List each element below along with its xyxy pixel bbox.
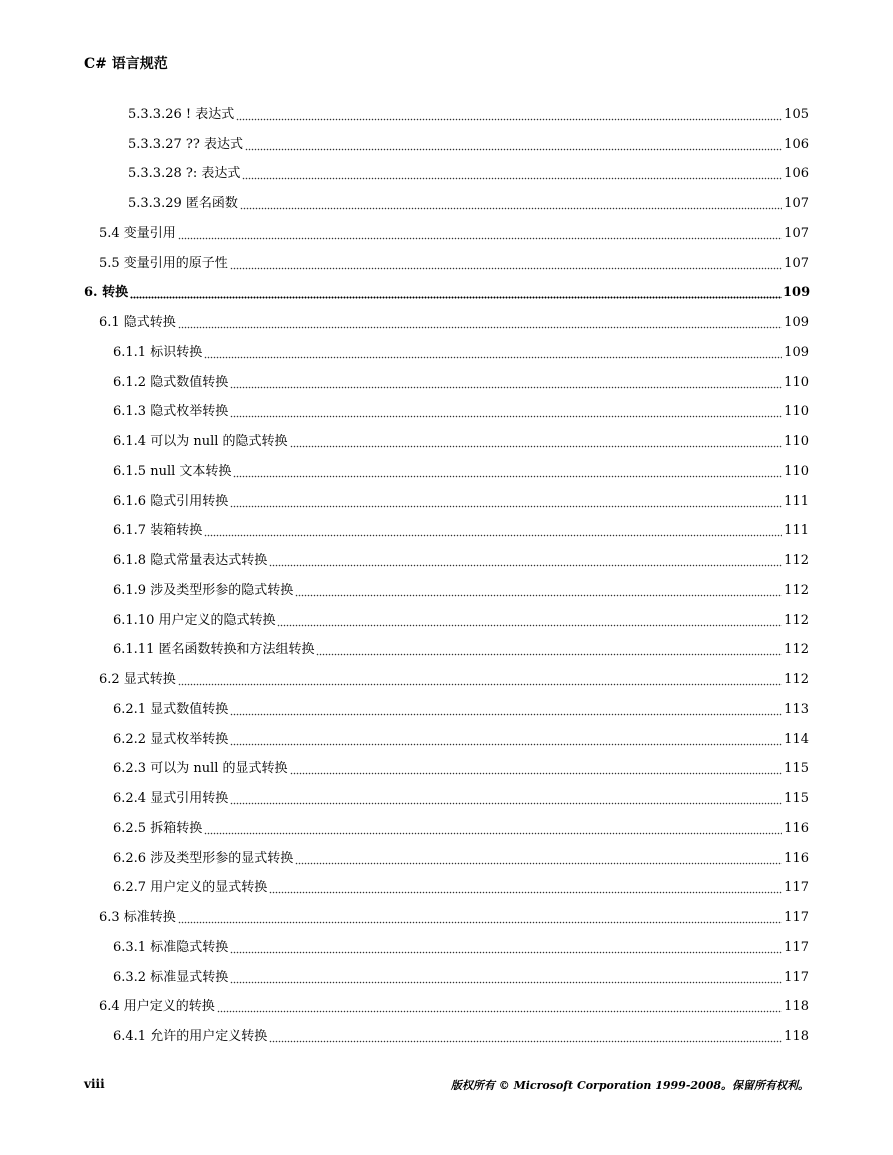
toc-entry[interactable] (0, 517, 893, 547)
toc-dot-leader (178, 912, 782, 924)
toc-entry-page-number: 117 (784, 880, 809, 896)
toc-entry-label: 6.2.5 拆箱转换 (113, 820, 203, 836)
toc-entry-page-number: 109 (783, 285, 811, 301)
toc-entry-label: 6.3.1 标准隐式转换 (113, 939, 229, 955)
toc-entry[interactable] (0, 725, 893, 755)
toc-entry[interactable] (0, 755, 893, 785)
toc-entry-page-number: 112 (784, 612, 809, 628)
toc-entry-page-number: 106 (784, 166, 809, 182)
toc-entry-label: 6.2.7 用户定义的显式转换 (113, 880, 268, 896)
toc-entry[interactable] (0, 546, 893, 576)
toc-dot-leader (230, 704, 782, 716)
toc-dot-leader (295, 585, 782, 597)
toc-entry[interactable] (0, 695, 893, 725)
toc-entry-label: 6.4.1 允许的用户定义转换 (113, 1029, 268, 1045)
toc-entry-label: 6.1 隐式转换 (99, 315, 176, 331)
toc-entry-page-number: 109 (784, 344, 809, 360)
toc-entry[interactable] (0, 398, 893, 428)
toc-entry-label: 5.3.3.29 匿名函数 (128, 196, 238, 212)
table-of-contents (0, 100, 893, 1052)
toc-entry-label: 6.1.3 隐式枚举转换 (113, 404, 229, 420)
toc-dot-leader (242, 168, 782, 180)
toc-entry[interactable] (0, 100, 893, 130)
copyright-notice: 版权所有 © Microsoft Corporation 1999-2008。保留所有权利。 (450, 1079, 809, 1092)
toc-entry-page-number: 107 (784, 225, 809, 241)
toc-entry-page-number: 106 (784, 136, 809, 152)
toc-entry-label: 6.2.1 显式数值转换 (113, 701, 229, 717)
toc-entry-page-number: 111 (784, 523, 809, 539)
toc-entry[interactable] (0, 457, 893, 487)
toc-entry-label: 6.1.10 用户定义的隐式转换 (113, 612, 276, 628)
toc-entry-page-number: 112 (784, 553, 809, 569)
toc-entry-label: 6. 转换 (84, 285, 129, 301)
toc-entry-label: 5.4 变量引用 (99, 225, 176, 241)
toc-entry-label: 6.1.5 null 文本转换 (113, 463, 232, 479)
toc-dot-leader (217, 1001, 782, 1013)
toc-dot-leader (178, 228, 782, 240)
toc-dot-leader (269, 1031, 782, 1043)
toc-entry[interactable] (0, 308, 893, 338)
toc-entry-label: 6.2.2 显式枚举转换 (113, 731, 229, 747)
toc-entry-label: 6.2.4 显式引用转换 (113, 791, 229, 807)
toc-entry-label: 6.1.11 匿名函数转换和方法组转换 (113, 642, 315, 658)
toc-entry[interactable] (0, 189, 893, 219)
toc-entry[interactable] (0, 1022, 893, 1052)
toc-dot-leader (230, 406, 782, 418)
toc-entry-page-number: 116 (784, 820, 809, 836)
toc-entry-label: 5.5 变量引用的原子性 (99, 255, 228, 271)
toc-entry[interactable] (0, 844, 893, 874)
toc-entry-page-number: 113 (784, 701, 809, 717)
toc-entry[interactable] (0, 993, 893, 1023)
toc-entry-page-number: 114 (784, 731, 809, 747)
toc-dot-leader (269, 555, 782, 567)
page-number: viii (84, 1077, 105, 1091)
toc-entry[interactable] (0, 963, 893, 993)
toc-entry-page-number: 117 (784, 969, 809, 985)
toc-entry-page-number: 115 (784, 761, 809, 777)
toc-entry-label: 6.1.2 隐式数值转换 (113, 374, 229, 390)
toc-entry[interactable] (0, 606, 893, 636)
toc-entry-page-number: 115 (784, 791, 809, 807)
toc-entry-page-number: 116 (784, 850, 809, 866)
toc-dot-leader (230, 734, 782, 746)
toc-entry[interactable] (0, 160, 893, 190)
toc-dot-leader (204, 823, 782, 835)
toc-entry-label: 6.2.3 可以为 null 的显式转换 (113, 761, 288, 777)
toc-entry-page-number: 109 (784, 315, 809, 331)
toc-entry[interactable] (0, 249, 893, 279)
toc-dot-leader (295, 853, 782, 865)
toc-entry-label: 6.3 标准转换 (99, 910, 176, 926)
toc-dot-leader (236, 109, 782, 121)
toc-dot-leader (230, 377, 782, 389)
toc-entry-page-number: 112 (784, 642, 809, 658)
toc-dot-leader (230, 942, 782, 954)
toc-entry[interactable] (0, 814, 893, 844)
toc-entry-label: 6.1.1 标识转换 (113, 344, 203, 360)
toc-dot-leader (204, 347, 782, 359)
toc-entry-label: 6.1.7 装箱转换 (113, 523, 203, 539)
toc-entry-label: 6.2 显式转换 (99, 672, 176, 688)
toc-entry-page-number: 111 (784, 493, 809, 509)
toc-entry[interactable] (0, 903, 893, 933)
toc-entry-label: 6.1.9 涉及类型形参的隐式转换 (113, 582, 294, 598)
toc-entry[interactable] (0, 576, 893, 606)
toc-dot-leader (178, 317, 782, 329)
page-header-title: C# 语言规范 (84, 56, 168, 72)
toc-entry-label: 6.1.8 隐式常量表达式转换 (113, 553, 268, 569)
toc-entry-label: 6.2.6 涉及类型形参的显式转换 (113, 850, 294, 866)
toc-entry-page-number: 118 (784, 999, 809, 1015)
toc-entry-page-number: 110 (784, 404, 809, 420)
toc-entry-page-number: 117 (784, 939, 809, 955)
toc-entry-label: 6.3.2 标准显式转换 (113, 969, 229, 985)
toc-entry-label: 5.3.3.26 ! 表达式 (128, 106, 235, 122)
toc-dot-leader (269, 882, 782, 894)
toc-dot-leader (230, 258, 782, 270)
toc-dot-leader (316, 644, 782, 656)
toc-entry-label: 5.3.3.27 ?? 表达式 (128, 136, 243, 152)
toc-dot-leader (290, 436, 782, 448)
toc-entry-page-number: 105 (784, 106, 809, 122)
toc-entry[interactable] (0, 487, 893, 517)
toc-dot-leader (130, 287, 782, 299)
toc-entry-label: 6.1.6 隐式引用转换 (113, 493, 229, 509)
toc-entry-page-number: 110 (784, 463, 809, 479)
toc-entry[interactable] (0, 874, 893, 904)
toc-entry[interactable] (0, 784, 893, 814)
toc-dot-leader (178, 674, 782, 686)
toc-entry-page-number: 118 (784, 1029, 809, 1045)
toc-entry-page-number: 117 (784, 910, 809, 926)
toc-entry-page-number: 110 (784, 374, 809, 390)
toc-dot-leader (245, 139, 782, 151)
toc-dot-leader (240, 198, 782, 210)
toc-entry-label: 6.4 用户定义的转换 (99, 999, 215, 1015)
toc-entry[interactable] (0, 665, 893, 695)
toc-dot-leader (230, 496, 782, 508)
toc-entry[interactable] (0, 130, 893, 160)
toc-entry-label: 5.3.3.28 ?: 表达式 (128, 166, 241, 182)
toc-entry-page-number: 110 (784, 434, 809, 450)
toc-dot-leader (204, 525, 782, 537)
toc-entry-page-number: 112 (784, 582, 809, 598)
toc-dot-leader (230, 793, 782, 805)
toc-dot-leader (290, 763, 782, 775)
toc-entry[interactable] (0, 279, 893, 309)
toc-entry-label: 6.1.4 可以为 null 的隐式转换 (113, 434, 288, 450)
toc-entry[interactable] (0, 338, 893, 368)
toc-entry[interactable] (0, 636, 893, 666)
toc-entry-page-number: 112 (784, 672, 809, 688)
toc-dot-leader (277, 615, 782, 627)
toc-entry[interactable] (0, 933, 893, 963)
toc-entry-page-number: 107 (784, 255, 809, 271)
toc-entry[interactable] (0, 368, 893, 398)
toc-entry[interactable] (0, 427, 893, 457)
toc-dot-leader (233, 466, 782, 478)
toc-entry-page-number: 107 (784, 196, 809, 212)
toc-entry[interactable] (0, 219, 893, 249)
toc-dot-leader (230, 972, 782, 984)
